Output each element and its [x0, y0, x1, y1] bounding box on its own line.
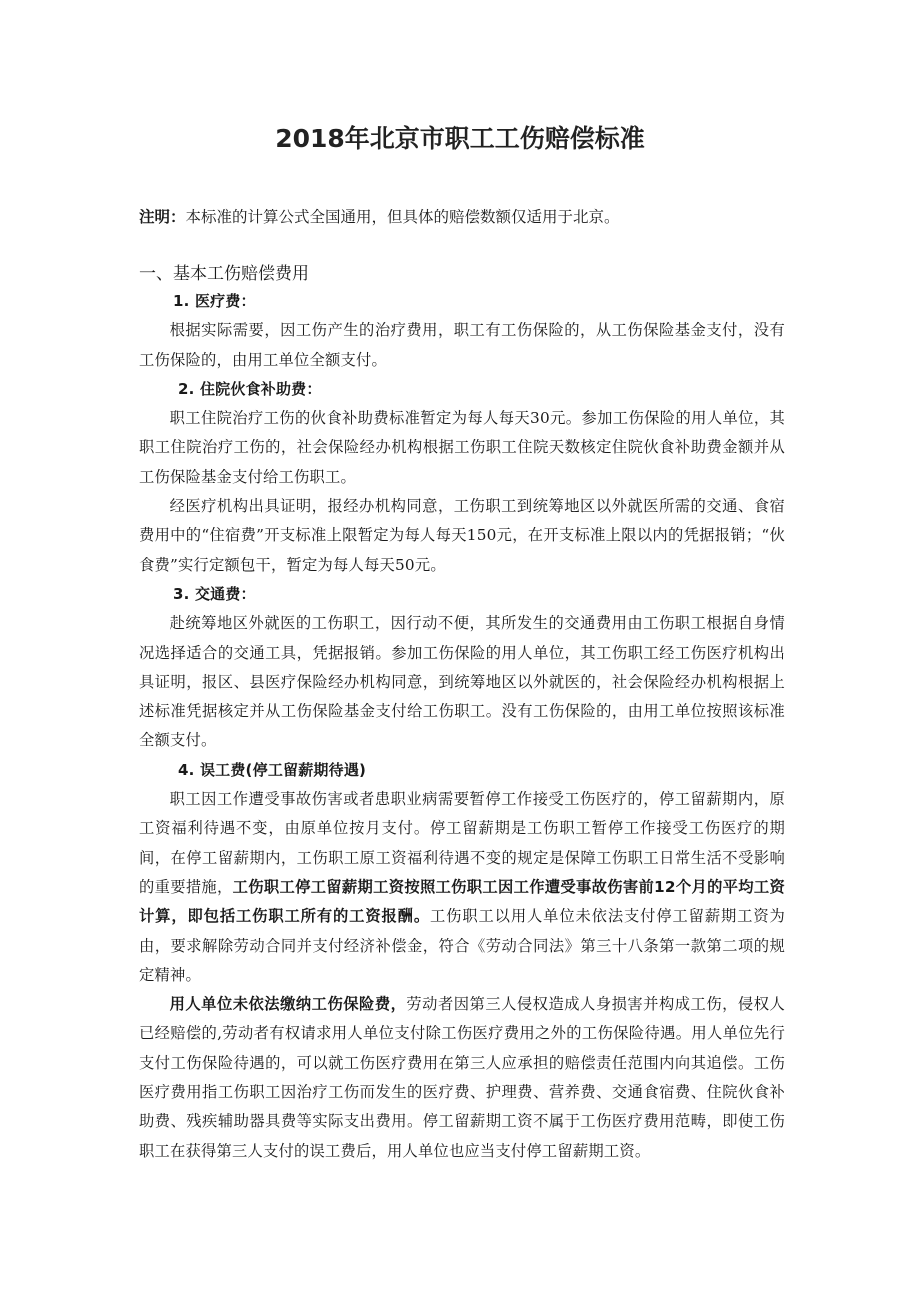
- paragraph-lost-wages-2: [139, 990, 785, 1166]
- paragraph-food-allowance-2: 经医疗机构出具证明，报经办机构同意，工伤职工到统筹地区以外就医所需的交通、食宿费用中的“住宿费”开支标准上限暂定为每人每天150元，在开支标准上限以内的凭据报销；“伙食费”实行定额包干，暂定为每人每天50元。: [139, 497, 785, 574]
- lost-wages-text-a: 职工因工作遭受事故伤害或者患职业病需要暂停工作接受工伤医疗的，停工留薪期内，原工资福利待遇不变，由原单位按月支付。停工留薪期是工伤职工暂停工作接受工伤医疗的期间，在停工留薪期内，工伤职工原工资福利待遇不变的规定是保障工伤职工日常生活不受影响的重要措施，: [139, 790, 785, 896]
- lost-wages-2-bold: 用人单位未依法缴纳工伤保险费，: [169, 995, 407, 1014]
- item-heading-food-allowance: 2. 住院伙食补助费：: [178, 379, 322, 398]
- lost-wages-2-rest: 劳动者因第三人侵权造成人身损害并构成工伤，侵权人已经赔偿的,劳动者有权请求用人单位支付除工伤医疗费用之外的工伤保险待遇。用人单位先行支付工伤保险待遇的，可以就工伤医疗费用在第三人应承担的赔偿责任范围内向其追偿。工伤医疗费用指工伤职工因治疗工伤而发生的医疗费、护理费、营养费、交通食宿费、住院伙食补助费、残疾辅助器具费等实际支出费用。停工留薪期工资不属于工伤医疗费用范畴，即使工伤职工在获得第三人支付的误工费后，用人单位也应当支付停工留薪期工资。: [139, 995, 785, 1160]
- paragraph-transport: 赴统筹地区外就医的工伤职工，因行动不便，其所发生的交通费用由工伤职工根据自身情况选择适合的交通工具，凭据报销。参加工伤保险的用人单位，其工伤职工经工伤医疗机构出具证明，报区、县医疗保险经办机构同意，到统筹地区以外就医的，社会保险经办机构根据上述标准凭据核定并从工伤保险基金支付给工伤职工。没有工伤保险的，由用工单位按照该标准全额支付。: [139, 614, 785, 750]
- note-line: [139, 203, 620, 231]
- section-heading-basic-costs: 一、基本工伤赔偿费用: [139, 264, 309, 284]
- paragraph-medical: 根据实际需要，因工伤产生的治疗费用，职工有工伤保险的，从工伤保险基金支付，没有工伤保险的，由用工单位全额支付。: [139, 321, 785, 369]
- lost-wages-text-c: 工伤职工以用人单位未依法支付停工留薪期工资为由，要求解除劳动合同并支付经济补偿金，符合《劳动合同法》第三十八条第一款第二项的规定精神。: [139, 907, 785, 984]
- note-label: 注明：: [139, 208, 186, 226]
- item-heading-medical: 1. 医疗费：: [173, 292, 256, 310]
- paragraph-lost-wages-1: [139, 785, 785, 990]
- document-title: 2018年北京市职工工伤赔偿标准: [275, 124, 645, 153]
- document-body: [139, 287, 785, 1166]
- note-text: 本标准的计算公式全国通用，但具体的赔偿数额仅适用于北京。: [185, 208, 620, 226]
- lost-wages-text-bold: 工伤职工停工留薪期工资按照工伤职工因工作遭受事故伤害前12个月的平均工资计算，即包括工伤职工所有的工资报酬。: [139, 877, 785, 926]
- item-heading-lost-wages: 4. 误工费(停工留薪期待遇): [178, 760, 367, 779]
- item-heading-transport: 3. 交通费：: [173, 584, 256, 603]
- paragraph-food-allowance-1: 职工住院治疗工伤的伙食补助费标准暂定为每人每天30元。参加工伤保险的用人单位，其职工住院治疗工伤的，社会保险经办机构根据工伤职工住院天数核定住院伙食补助费金额并从工伤保险基金支付给工伤职工。: [139, 409, 785, 486]
